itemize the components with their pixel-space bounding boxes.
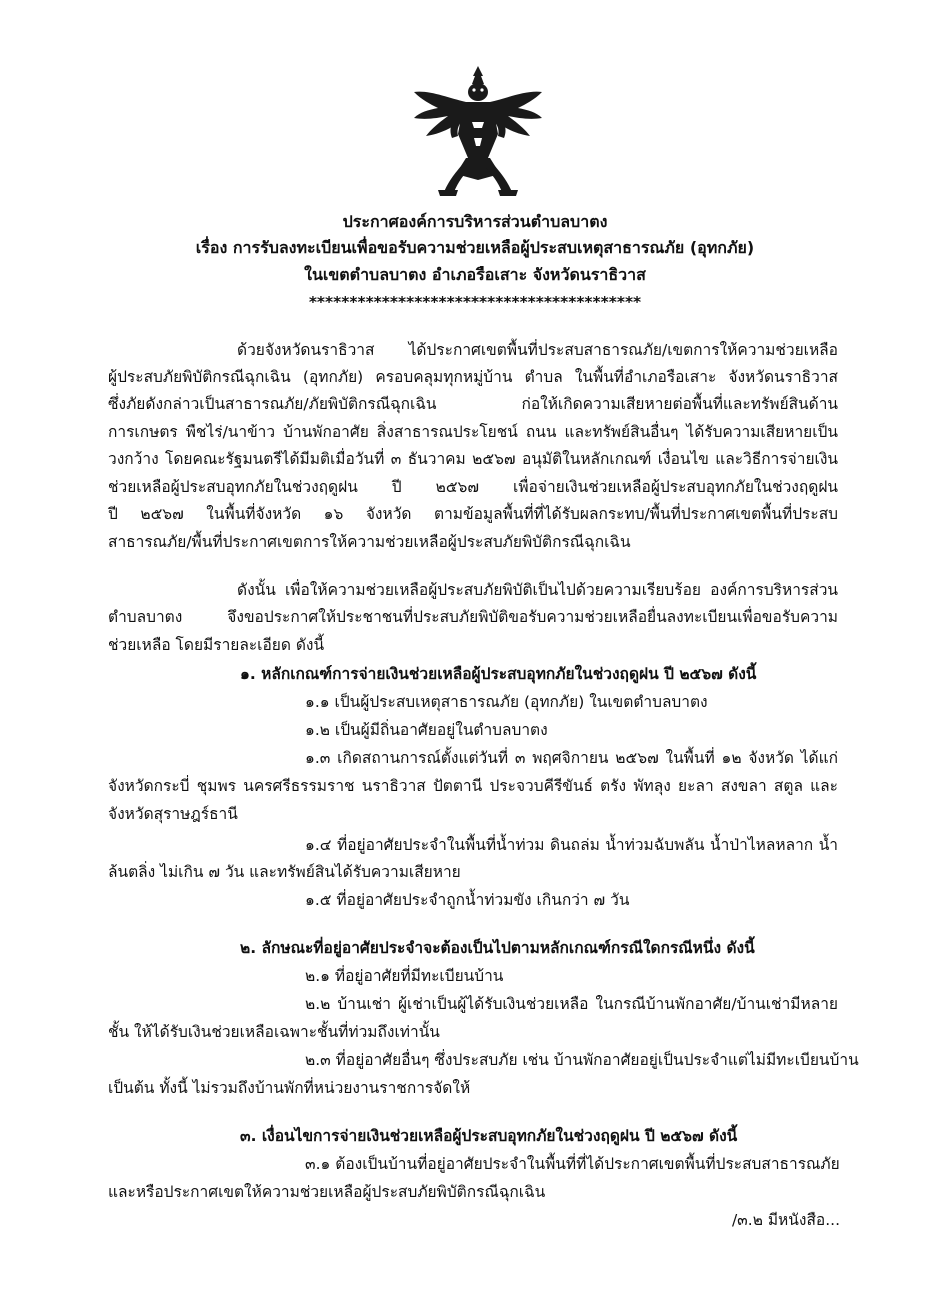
para2-line: ดังนั้น เพื่อให้ความช่วยเหลือผู้ประสบภัยพิบัติเป็นไปด้วยความเรียบร้อย องค์การบริหารส่วน (237, 581, 838, 599)
intro-line: สาธารณภัย/พื้นที่ประกาศเขตการให้ความช่วยเหลือผู้ประสบภัยพิบัติกรณีฉุกเฉิน (108, 533, 631, 551)
section1-item: ๑.๒ เป็นผู้มีถิ่นอาศัยอยู่ในตำบลบาตง (305, 721, 548, 739)
section1-item: ๑.๓ เกิดสถานการณ์ตั้งแต่วันที่ ๓ พฤศจิกายน ๒๕๖๗ ในพื้นที่ ๑๒ จังหวัด ได้แก่ (305, 749, 838, 767)
section2-item: ๒.๓ ที่อยู่อาศัยอื่นๆ ซึ่งประสบภัย เช่น บ้านพักอาศัยอยู่เป็นประจำแต่ไม่มีทะเบียนบ้าน (305, 1051, 859, 1069)
para2-line: ช่วยเหลือ โดยมีรายละเอียด ดังนี้ (108, 636, 325, 654)
section1-item: จังหวัดกระบี่ ชุมพร นครศรีธรรมราช นราธิวาส ปัตตานี ประจวบคีรีขันธ์ ตรัง พัทลุง ยะลา สงขลา สตูล และ (108, 777, 838, 795)
intro-line: ซึ่งภัยดังกล่าวเป็นสาธารณภัย/ภัยพิบัติกรณีฉุกเฉิน ก่อให้เกิดความเสียหายต่อพื้นที่และทรัพย์สินด้าน (108, 395, 838, 413)
section1-item: ๑.๔ ที่อยู่อาศัยประจำในพื้นที่น้ำท่วม ดินถล่ม น้ำท่วมฉับพลัน น้ำป่าไหลหลาก น้ำ (305, 836, 838, 854)
section1-item: ๑.๑ เป็นผู้ประสบเหตุสาธารณภัย (อุทกภัย) ในเขตตำบลบาตง (305, 693, 708, 711)
intro-line: วงกว้าง โดยคณะรัฐมนตรีได้มีมติเมื่อวันที่ ๓ ธันวาคม ๒๕๖๗ อนุมัติในหลักเกณฑ์ เงื่อนไข และวิธีการจ่ายเงิน (108, 450, 838, 468)
section2-item: ๒.๑ ที่อยู่อาศัยที่มีทะเบียนบ้าน (305, 967, 504, 985)
section1-heading: ๑. หลักเกณฑ์การจ่ายเงินช่วยเหลือผู้ประสบอุทกภัยในช่วงฤดูฝน ปี ๒๕๖๗ ดังนี้ (240, 665, 757, 683)
section2-item: ๒.๒ บ้านเช่า ผู้เช่าเป็นผู้ได้รับเงินช่วยเหลือ ในกรณีบ้านพักอาศัย/บ้านเช่ามีหลาย (305, 995, 838, 1013)
section2-item: เป็นต้น ทั้งนี้ ไม่รวมถึงบ้านพักที่หน่วยงานราชการจัดให้ (108, 1079, 471, 1097)
header-separator: ***************************************** (308, 293, 642, 311)
header-line2: เรื่อง การรับลงทะเบียนเพื่อขอรับความช่วยเหลือผู้ประสบเหตุสาธารณภัย (อุทกภัย) (195, 238, 755, 257)
header-line3: ในเขตตำบลบาตง อำเภอรือเสาะ จังหวัดนราธิวาส (304, 265, 646, 284)
intro-line: ผู้ประสบภัยพิบัติกรณีฉุกเฉิน (อุทกภัย) ครอบคลุมทุกหมู่บ้าน ตำบล ในพื้นที่อำเภอรือเสาะ จังหวัดนราธิวาส (108, 368, 838, 386)
intro-line: การเกษตร พืชไร่/นาข้าว บ้านพักอาศัย สิ่งสาธารณประโยชน์ ถนน และทรัพย์สินอื่นๆ ได้รับความเสียหายเป็น (108, 423, 838, 441)
intro-line: ช่วยเหลือผู้ประสบอุทกภัยในช่วงฤดูฝน ปี ๒๕๖๗ เพื่อจ่ายเงินช่วยเหลือผู้ประสบอุทกภัยในช่วงฤดูฝน (108, 478, 838, 496)
section2-item: ชั้น ให้ได้รับเงินช่วยเหลือเฉพาะชั้นที่ท่วมถึงเท่านั้น (108, 1023, 440, 1041)
section1-item: จังหวัดสุราษฎร์ธานี (108, 805, 238, 823)
section1-item: ๑.๕ ที่อยู่อาศัยประจำถูกน้ำท่วมขัง เกินกว่า ๗ วัน (305, 891, 630, 909)
continuation-note: /๓.๒ มีหนังสือ... (731, 1211, 840, 1229)
garuda-emblem-icon (408, 62, 548, 202)
section3-item: ๓.๑ ต้องเป็นบ้านที่อยู่อาศัยประจำในพื้นที่ที่ได้ประกาศเขตพื้นที่ประสบสาธารณภัย (305, 1155, 840, 1173)
intro-line: ด้วยจังหวัดนราธิวาส ได้ประกาศเขตพื้นที่ประสบสาธารณภัย/เขตการให้ความช่วยเหลือ (237, 341, 838, 359)
header-line1: ประกาศองค์การบริหารส่วนตำบลบาตง (342, 212, 608, 231)
para2-line: ตำบลบาตง จึงขอประกาศให้ประชาชนที่ประสบภัยพิบัติขอรับความช่วยเหลือยื่นลงทะเบียนเพื่อขอรับความ (108, 608, 838, 626)
section3-item: และหรือประกาศเขตให้ความช่วยเหลือผู้ประสบภัยพิบัติกรณีฉุกเฉิน (108, 1183, 546, 1201)
section3-heading: ๓. เงื่อนไขการจ่ายเงินช่วยเหลือผู้ประสบอุทกภัยในช่วงฤดูฝน ปี ๒๕๖๗ ดังนี้ (240, 1127, 738, 1145)
section2-heading: ๒. ลักษณะที่อยู่อาศัยประจำจะต้องเป็นไปตามหลักเกณฑ์กรณีใดกรณีหนึ่ง ดังนี้ (240, 939, 755, 957)
intro-line: ปี ๒๕๖๗ ในพื้นที่จังหวัด ๑๖ จังหวัด ตามข้อมูลพื้นที่ที่ได้รับผลกระทบ/พื้นที่ประกาศเขตพื้นที่ประสบ (108, 505, 838, 523)
section1-item: ล้นตลิ่ง ไม่เกิน ๗ วัน และทรัพย์สินได้รับความเสียหาย (108, 863, 461, 881)
